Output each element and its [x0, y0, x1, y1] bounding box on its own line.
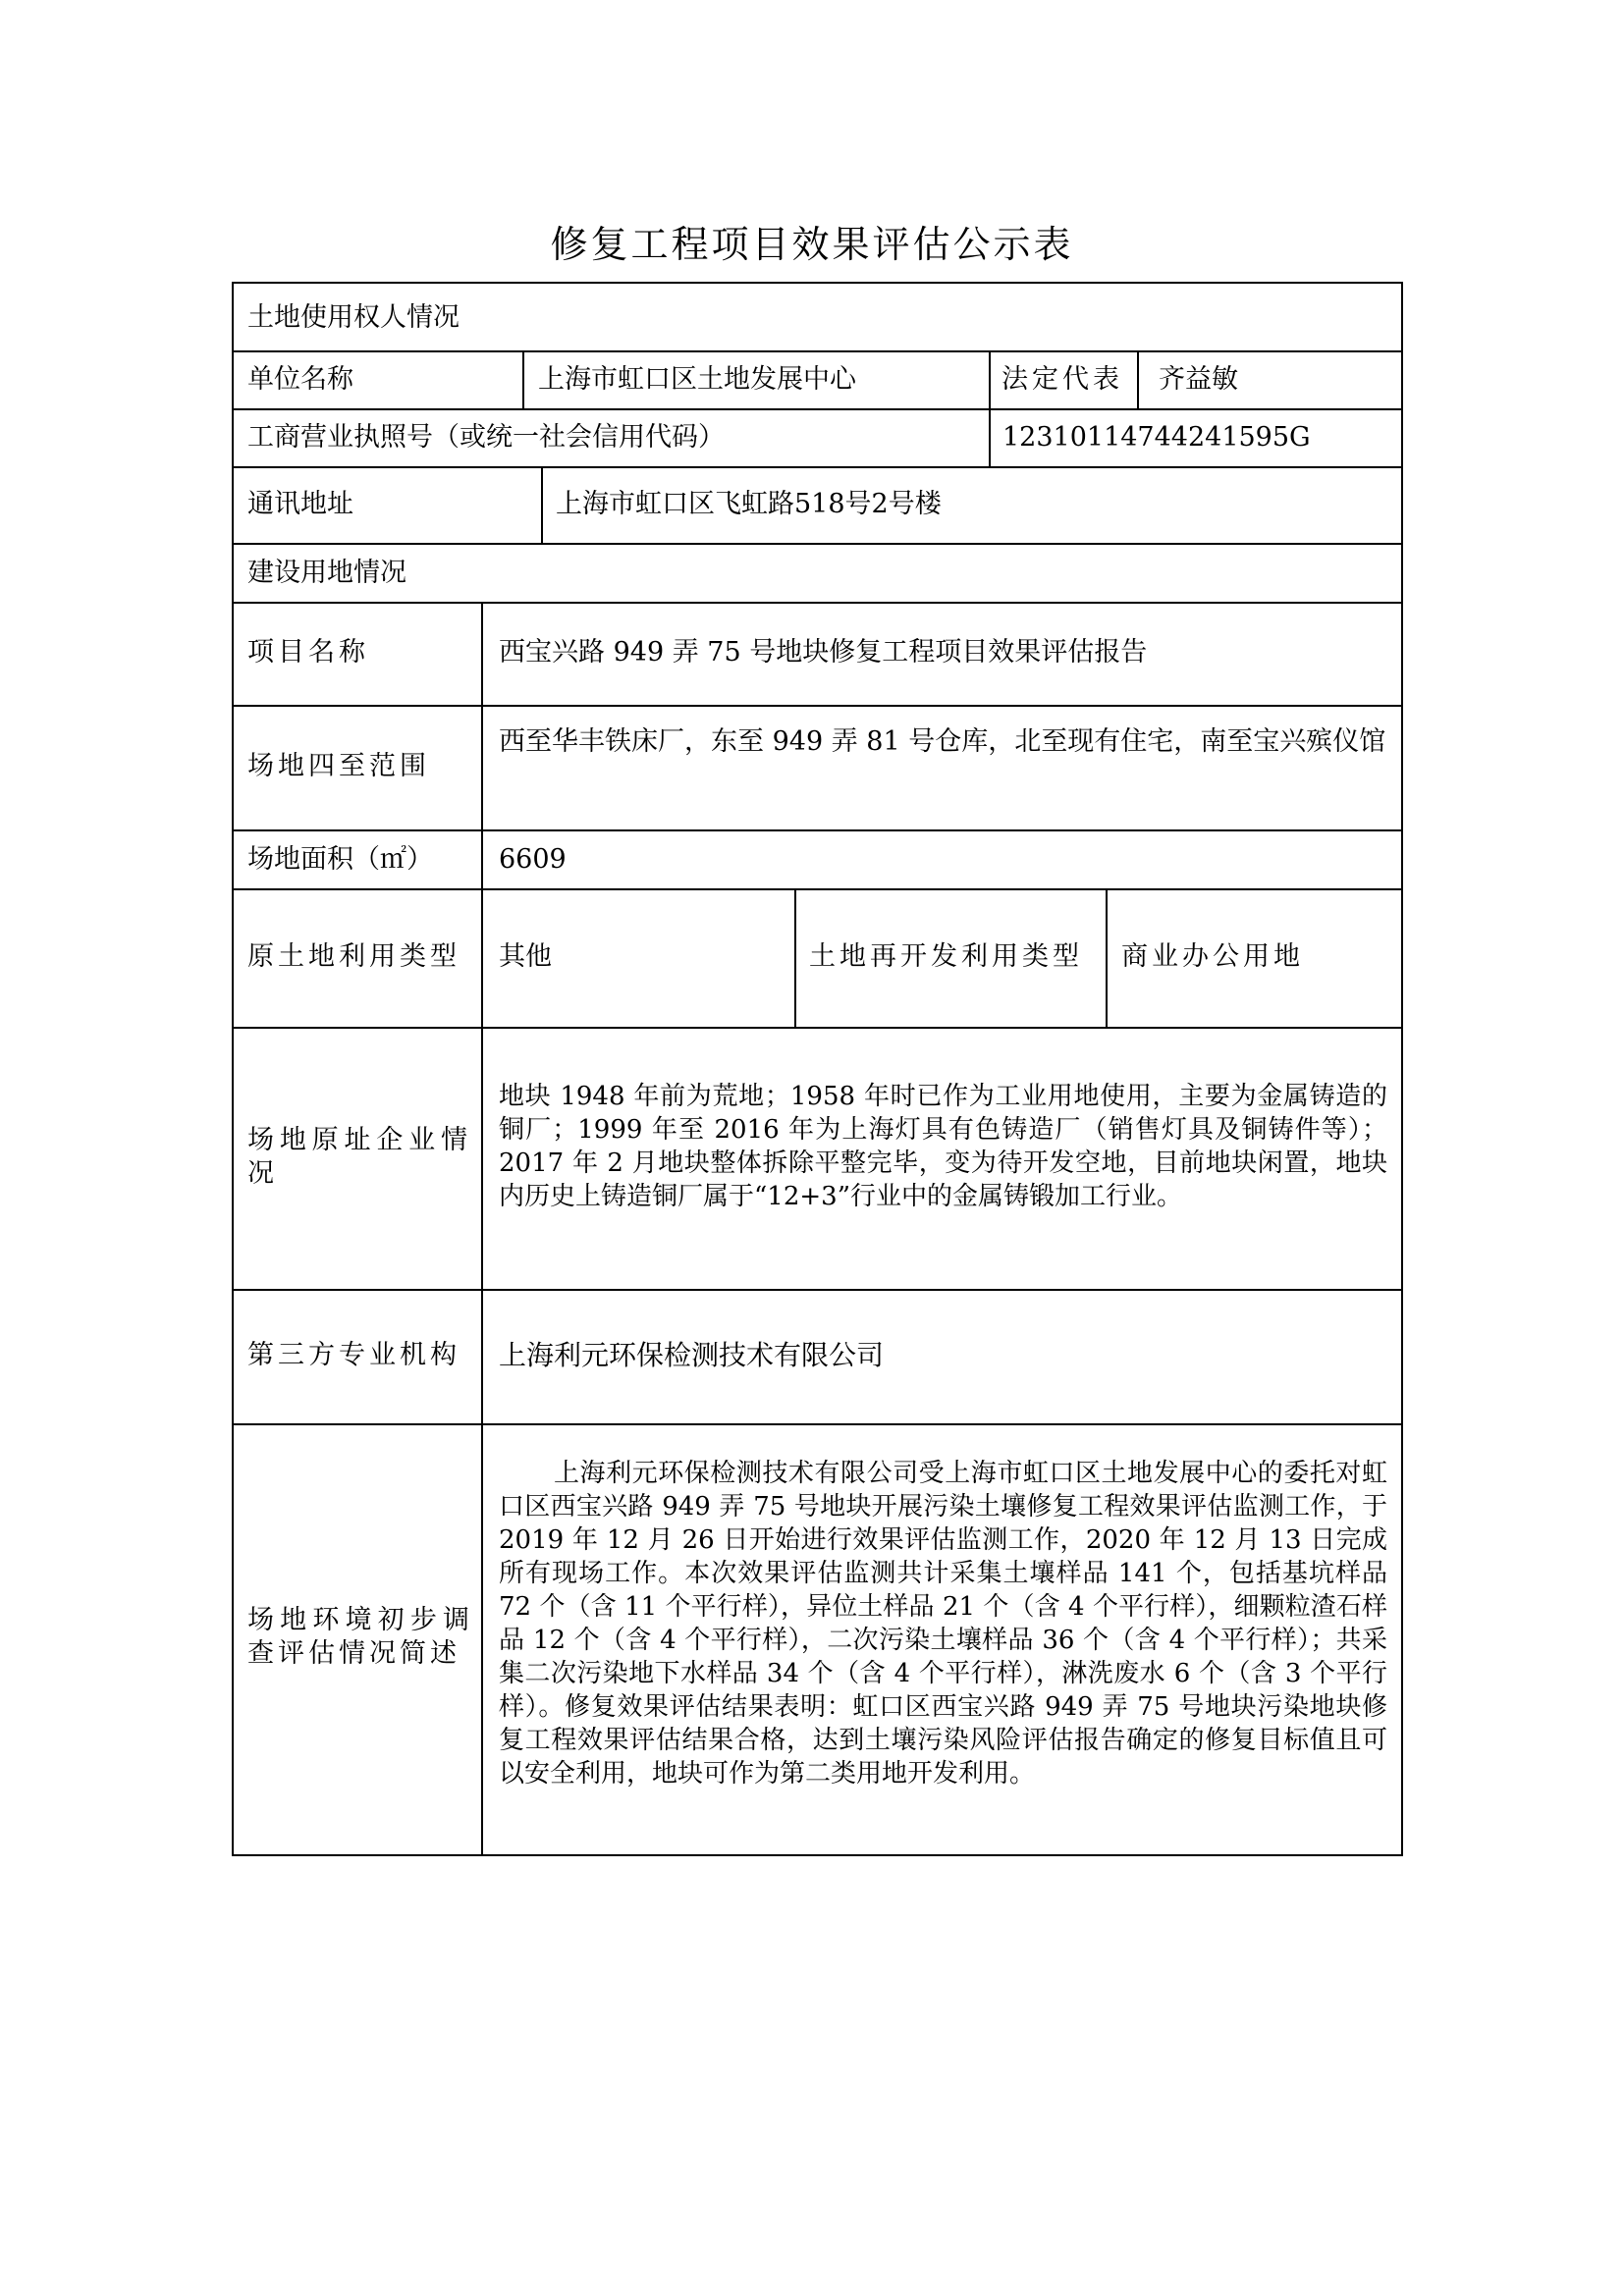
row-divider [234, 1289, 1401, 1291]
row-divider [234, 602, 1401, 604]
boundary-label: 场地四至范围 [247, 751, 430, 781]
col-divider [794, 888, 796, 1029]
address-label: 通讯地址 [247, 489, 353, 519]
col-divider [481, 602, 483, 1854]
row-divider [234, 1423, 1401, 1425]
third-party-value: 上海利元环保检测技术有限公司 [499, 1339, 885, 1371]
project-name-value: 西宝兴路 949 弄 75 号地块修复工程项目效果评估报告 [499, 637, 1148, 667]
site-history-value: 地块 1948 年前为荒地；1958 年时已作为工业用地使用，主要为金属铸造的铜厂；1999 年至 2016 年为上海灯具有色铸造厂（销售灯具及铜铸件等）；2017 年 2 月地块整体拆除平整完毕，变为待开发空地，目前地块闲置，地块内历史上铸造铜厂属于“12+3”行业中的金属铸锻加工行业。 [499, 1082, 1387, 1211]
third-party-label: 第三方专业机构 [247, 1340, 460, 1370]
page-title: 修复工程项目效果评估公示表 [550, 223, 1074, 266]
assessment-summary-label: 场地环境初步调查评估情况简述 [247, 1605, 473, 1669]
license-label: 工商营业执照号（或统一社会信用代码） [247, 422, 725, 453]
col-divider [541, 466, 543, 545]
unit-name-label: 单位名称 [247, 364, 353, 395]
section-construction: 建设用地情况 [247, 558, 406, 588]
col-divider [989, 350, 991, 410]
redevelopment-use-value: 商业办公用地 [1121, 941, 1304, 972]
row-divider [234, 705, 1401, 707]
row-divider [234, 1027, 1401, 1029]
col-divider [1137, 350, 1139, 410]
col-divider [989, 408, 991, 468]
original-use-value: 其他 [499, 941, 552, 972]
col-divider [1106, 888, 1108, 1029]
row-divider [234, 408, 1401, 410]
row-divider [234, 466, 1401, 468]
legal-rep-value: 齐益敏 [1159, 364, 1238, 395]
boundary-value: 西至华丰铁床厂，东至 949 弄 81 号仓库，北至现有住宅，南至宝兴殡仪馆 [499, 726, 1386, 757]
row-divider [234, 543, 1401, 545]
area-label: 场地面积（㎡） [247, 844, 433, 875]
assessment-summary-value: 上海利元环保检测技术有限公司受上海市虹口区土地发展中心的委托对虹口区西宝兴路 949 弄 75 号地块开展污染土壤修复工程效果评估监测工作，于 2019 年 12 月 26 日开始进行效果评估监测工作，2020 年 12 月 13 日完成所有现场工作。本次效果评估监测共计采集土壤样品 141 个，包括基坑样品 72 个（含 11 个平行样），异位土样品 21 个（含 4 个平行样），细颗粒渣石样品 12 个（含 4 个平行样），二次污染土壤样品 36 个（含 4 个平行样）；共采集二次污染地下水样品 34 个（含 4 个平行样），淋洗废水 6 个（含 3 个平行样）。修复效果评估结果表明：虹口区西宝兴路 949 弄 75 号地块污染地块修复工程效果评估结果合格，达到土壤污染风险评估报告确定的修复目标值且可以安全利用，地块可作为第二类用地开发利用。 [499, 1459, 1387, 1789]
row-divider [234, 350, 1401, 352]
redevelopment-use-label: 土地再开发利用类型 [809, 941, 1083, 972]
license-value: 12310114744241595G [1002, 422, 1311, 453]
site-history-label: 场地原址企业情况 [247, 1125, 471, 1189]
row-divider [234, 829, 1401, 831]
legal-rep-label: 法定代表 [1001, 364, 1123, 395]
address-value: 上海市虹口区飞虹路518号2号楼 [556, 489, 942, 519]
section-land-user: 土地使用权人情况 [247, 302, 460, 333]
disclosure-form [232, 282, 1403, 1856]
col-divider [522, 350, 524, 410]
unit-name-value: 上海市虹口区土地发展中心 [538, 364, 856, 395]
area-value: 6609 [499, 844, 567, 875]
original-use-label: 原土地利用类型 [247, 941, 460, 972]
project-name-label: 项目名称 [247, 637, 369, 667]
row-divider [234, 888, 1401, 890]
